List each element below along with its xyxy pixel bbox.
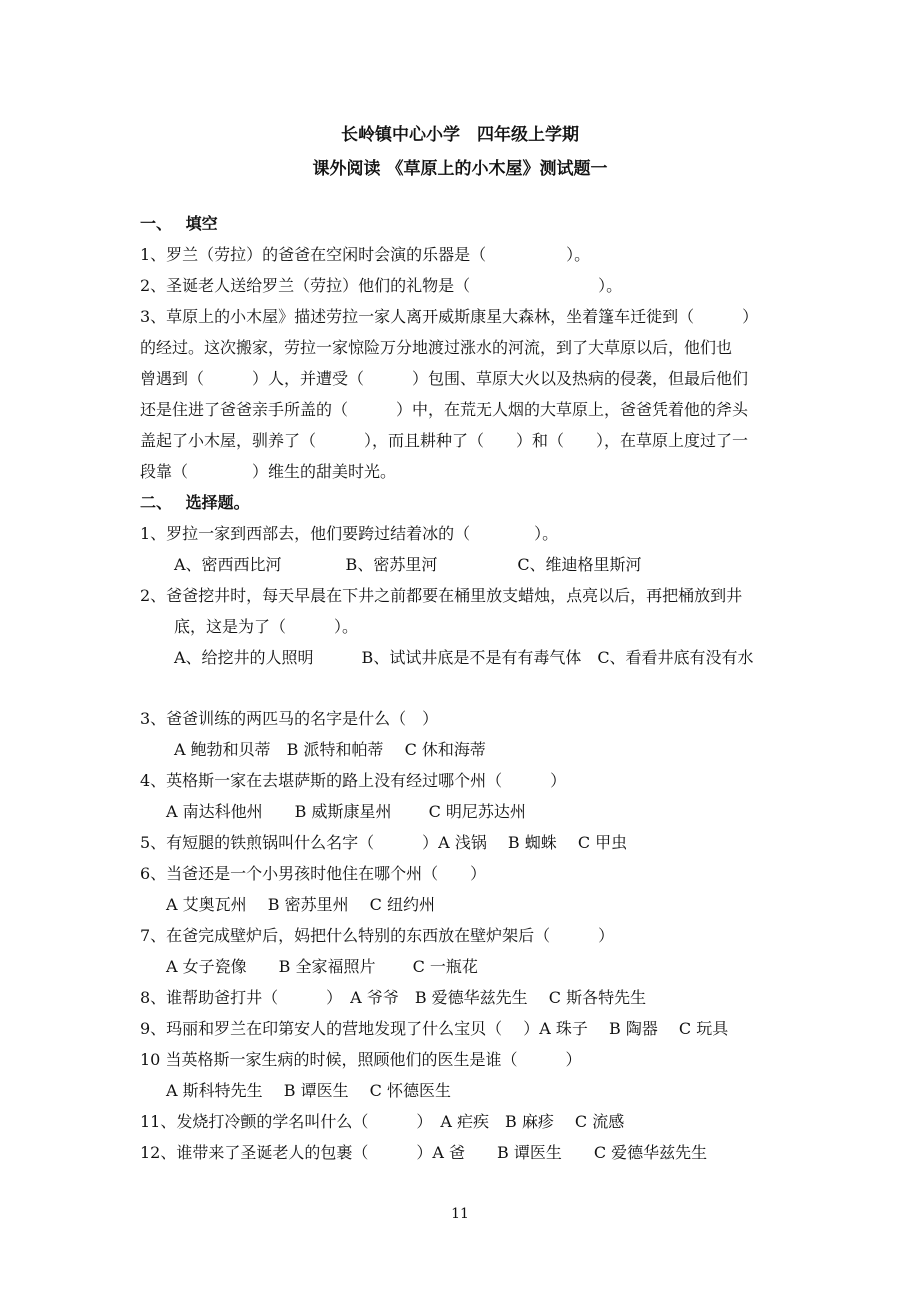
choice-question-2-options: A、给挖井的人照明 B、试试井底是不是有有毒气体 C、看看井底有没有水 <box>174 648 754 667</box>
fill-question-3-line: 段靠（ ）维生的甜美时光。 <box>140 462 397 481</box>
choice-question-7-options: A 女子瓷像 B 全家福照片 C 一瓶花 <box>166 957 478 976</box>
choice-question-10-options: A 斯科特先生 B 谭医生 C 怀德医生 <box>166 1081 451 1100</box>
choice-question-8: 8、谁帮助爸打井（ ） A 爷爷 B 爱德华兹先生 C 斯各特先生 <box>140 988 647 1007</box>
section-heading-choice: 二、 选择题。 <box>140 493 250 512</box>
school-title: 长岭镇中心小学 四年级上学期 <box>341 125 579 145</box>
choice-question-12: 12、谁带来了圣诞老人的包裹（ ）A 爸 B 谭医生 C 爱德华兹先生 <box>140 1143 708 1162</box>
choice-question-9: 9、玛丽和罗兰在印第安人的营地发现了什么宝贝（ ）A 珠子 B 陶器 C 玩具 <box>140 1019 729 1038</box>
choice-question-2-line1: 2、爸爸挖井时，每天早晨在下井之前都要在桶里放支蜡烛，点亮以后，再把桶放到井 <box>140 586 743 605</box>
choice-question-5: 5、有短腿的铁煎锅叫什么名字（ ）A 浅锅 B 蜘蛛 C 甲虫 <box>140 833 628 852</box>
choice-question-7: 7、在爸完成壁炉后，妈把什么特别的东西放在壁炉架后（ ） <box>140 926 615 945</box>
choice-question-3-options: A 鲍勃和贝蒂 B 派特和帕蒂 C 休和海蒂 <box>174 740 486 759</box>
choice-question-3: 3、爸爸训练的两匹马的名字是什么（ ） <box>140 709 439 728</box>
fill-question-3-line: 盖起了小木屋，驯养了（ ），而且耕种了（ ）和（ ），在草原上度过了一 <box>140 431 749 450</box>
choice-question-11: 11、发烧打冷颤的学名叫什么（ ） A 疟疾 B 麻疹 C 流感 <box>140 1112 625 1131</box>
section-heading-fill-in: 一、 填空 <box>140 214 218 233</box>
fill-question-3-line: 曾遇到（ ）人，并遭受（ ）包围、草原大火以及热病的侵袭，但最后他们 <box>140 369 749 388</box>
choice-question-4: 4、英格斯一家在去堪萨斯的路上没有经过哪个州（ ） <box>140 771 567 790</box>
choice-question-4-options: A 南达科他州 B 威斯康星州 C 明尼苏达州 <box>166 802 526 821</box>
fill-question-1: 1、罗兰（劳拉）的爸爸在空闲时会演的乐器是（ ）。 <box>140 245 591 264</box>
choice-question-2-line2: 底，这是为了（ ）。 <box>174 617 359 636</box>
choice-question-1: 1、罗拉一家到西部去，他们要跨过结着冰的（ ）。 <box>140 524 559 543</box>
page-number: 11 <box>451 1206 469 1222</box>
fill-question-3-line: 3、草原上的小木屋》描述劳拉一家人离开威斯康星大森林，坐着篷车迁徙到（ ） <box>140 307 759 326</box>
choice-question-6-options: A 艾奥瓦州 B 密苏里州 C 纽约州 <box>166 895 435 914</box>
fill-question-3-line: 还是住进了爸爸亲手所盖的（ ）中，在荒无人烟的大草原上，爸爸凭着他的斧头 <box>140 400 749 419</box>
fill-question-3-line: 的经过。这次搬家，劳拉一家惊险万分地渡过涨水的河流，到了大草原以后，他们也 <box>140 338 733 357</box>
choice-question-1-options: A、密西西比河 B、密苏里河 C、维迪格里斯河 <box>174 555 642 574</box>
fill-question-2: 2、圣诞老人送给罗兰（劳拉）他们的礼物是（ ）。 <box>140 276 623 295</box>
choice-question-10: 10 当英格斯一家生病的时候，照顾他们的医生是谁（ ） <box>140 1050 582 1069</box>
choice-question-6: 6、当爸还是一个小男孩时他住在哪个州（ ） <box>140 864 487 883</box>
test-title: 课外阅读 《草原上的小木屋》测试题一 <box>312 159 608 179</box>
